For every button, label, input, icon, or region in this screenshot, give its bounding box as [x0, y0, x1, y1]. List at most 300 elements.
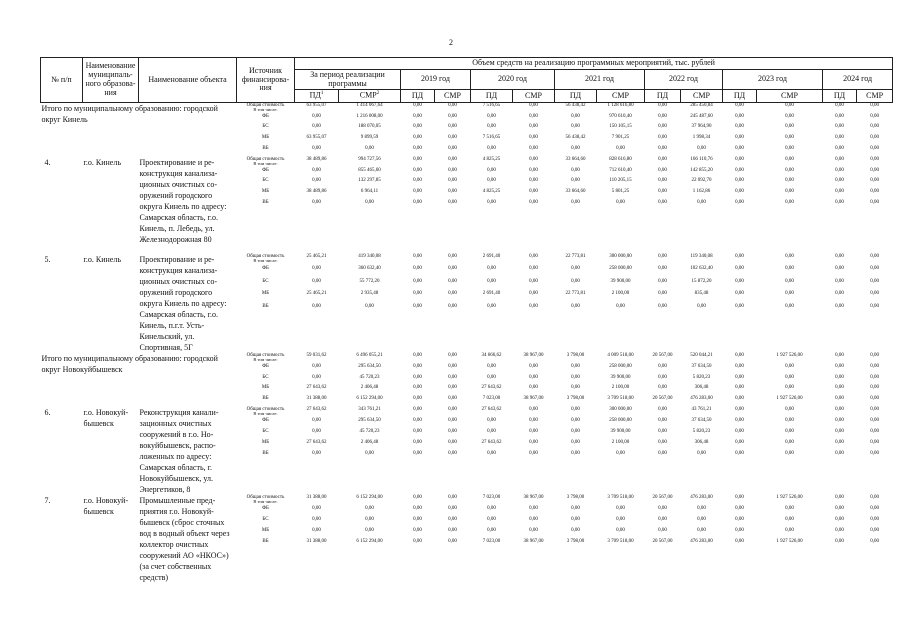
empty-cell	[681, 328, 723, 340]
value-cell: 0,00	[529, 266, 538, 272]
value-cell: 0,00	[312, 200, 321, 206]
empty-cell	[645, 561, 681, 572]
funding-source	[237, 375, 295, 386]
value-cell: 6 496 055,21	[356, 353, 383, 358]
value-cell: 0,00	[487, 374, 496, 380]
value-cell: 0,00	[529, 363, 538, 369]
value-cell: 0,00	[658, 450, 667, 456]
table-row	[41, 102, 893, 113]
value-cell: 1 927 526,00	[776, 538, 803, 544]
value-cell: 0,00	[487, 167, 496, 173]
value-cell: 6 964,11	[360, 189, 379, 195]
value-cell: 295 634,50	[358, 417, 381, 423]
funding-source	[237, 517, 295, 528]
empty-cell	[597, 473, 645, 484]
empty-cell	[513, 222, 555, 233]
funding-source	[237, 495, 295, 506]
empty-cell	[237, 484, 295, 495]
empty-cell	[597, 328, 645, 340]
value-cell: 0,00	[312, 113, 321, 119]
value-cell: 970 610,40	[609, 113, 632, 119]
funding-source	[237, 279, 295, 291]
value-cell: 0,00	[785, 200, 794, 206]
funding-source	[237, 254, 295, 266]
value-cell: 0,00	[365, 505, 374, 511]
value-cell: 0,00	[785, 527, 794, 533]
value-cell: 0,00	[870, 428, 879, 434]
value-cell: 0,00	[697, 516, 706, 522]
header-year-2022: 2022 год	[645, 69, 723, 90]
header-no: № п/п	[41, 58, 83, 103]
empty-cell	[723, 462, 757, 473]
value-cell: 0,00	[870, 113, 879, 119]
value-cell: 0,00	[616, 527, 625, 533]
value-cell: 0,00	[413, 450, 422, 456]
value-cell: 0,00	[571, 303, 580, 309]
value-cell: 0,00	[487, 527, 496, 533]
value-cell: 0,00	[413, 363, 422, 369]
value-cell: 22 092,70	[691, 178, 712, 184]
table-row	[41, 353, 893, 364]
header-smr: СМР	[513, 90, 555, 102]
value-cell: 0,00	[658, 189, 667, 195]
value-cell: 0,00	[658, 385, 667, 391]
value-cell: 0,00	[835, 303, 844, 309]
value-cell: 0,00	[312, 450, 321, 456]
value-cell: 0,00	[835, 124, 844, 130]
empty-cell	[645, 328, 681, 340]
value-cell: 1 162,86	[692, 189, 711, 195]
funding-source-label: ВБ	[262, 200, 269, 206]
value-cell: 0,00	[835, 516, 844, 522]
funding-source-label: МБ	[261, 385, 270, 391]
value-cell: 39 900,00	[610, 428, 631, 434]
header-year-2024: 2024 год	[823, 69, 893, 90]
empty-cell	[339, 316, 401, 328]
empty-cell	[681, 484, 723, 495]
value-cell: 0,00	[448, 538, 457, 544]
value-cell: 0,00	[448, 527, 457, 533]
value-cell: 0,00	[529, 291, 538, 297]
value-cell: 2 100,00	[611, 439, 630, 445]
empty-cell	[681, 572, 723, 583]
empty-cell	[597, 561, 645, 572]
value-cell: 0,00	[413, 167, 422, 173]
funding-source-label: Общая стоимость	[246, 156, 285, 162]
empty-cell	[757, 232, 823, 243]
value-cell: 476 283,00	[690, 538, 713, 544]
value-cell: 0,00	[735, 156, 744, 162]
value-cell: 0,00	[835, 417, 844, 423]
empty-cell	[471, 232, 513, 243]
value-cell: 2 100,00	[611, 291, 630, 297]
value-cell: 0,00	[697, 146, 706, 152]
empty-cell	[555, 462, 597, 473]
value-cell: 5 820,23	[692, 374, 711, 380]
header-year-2020: 2020 год	[471, 69, 555, 90]
value-cell: 0,00	[487, 146, 496, 152]
empty-cell	[723, 316, 757, 328]
value-cell: 3 709 518,00	[607, 538, 634, 544]
value-cell: 0,00	[785, 516, 794, 522]
item-municipality: г.о. Кинель	[83, 255, 121, 264]
value-cell: 7 901,25	[611, 135, 630, 141]
funding-source-label: Общая стоимость	[246, 254, 285, 259]
value-cell: 0,00	[658, 266, 667, 272]
empty-cell	[823, 211, 857, 222]
empty-cell	[645, 572, 681, 583]
empty-cell	[237, 572, 295, 583]
value-cell: 1 927 526,00	[776, 353, 803, 358]
item-municipality: г.о. Новокуйбышевск	[83, 407, 129, 428]
value-cell: 3 798,00	[566, 538, 585, 544]
value-cell: 0,00	[571, 505, 580, 511]
item-object: Проектирование и реконструкция канализационных очистных сооружений городского округа Кинель по адресу: Самарская область, г.о. Кинель, п.г.т. Усть-Кинельский, ул. Спортивная, 5Г	[139, 255, 227, 352]
value-cell: 0,00	[365, 303, 374, 309]
empty-cell	[513, 462, 555, 473]
value-cell: 0,00	[413, 135, 422, 141]
empty-cell	[757, 561, 823, 572]
value-cell: 0,00	[413, 428, 422, 434]
empty-cell	[339, 550, 401, 561]
value-cell: 0,00	[835, 178, 844, 184]
value-cell: 0,00	[571, 200, 580, 206]
empty-cell	[339, 243, 401, 254]
empty-cell	[435, 222, 471, 233]
empty-cell	[339, 328, 401, 340]
value-cell: 0,00	[658, 156, 667, 162]
value-cell: 0,00	[785, 156, 794, 162]
value-cell: 39 900,00	[610, 374, 631, 380]
funding-source-label: МБ	[261, 291, 270, 297]
value-cell: 0,00	[487, 428, 496, 434]
value-cell: 0,00	[785, 146, 794, 152]
value-cell: 3 709 518,00	[607, 396, 634, 402]
value-cell: 9 899,59	[360, 135, 379, 141]
value-cell: 0,00	[448, 428, 457, 434]
empty-cell	[823, 462, 857, 473]
empty-cell	[295, 561, 339, 572]
funding-source	[237, 429, 295, 440]
value-cell: 0,00	[529, 146, 538, 152]
empty-cell	[723, 222, 757, 233]
value-cell: 56 438,42	[565, 102, 586, 108]
value-cell: 0,00	[835, 428, 844, 434]
value-cell: 3 798,00	[566, 396, 585, 402]
empty-cell	[513, 550, 555, 561]
value-cell: 0,00	[365, 527, 374, 533]
empty-cell	[723, 561, 757, 572]
funding-source	[237, 124, 295, 135]
empty-cell	[471, 243, 513, 254]
value-cell: 34 666,62	[481, 353, 502, 358]
value-cell: 0,00	[785, 417, 794, 423]
value-cell: 37 634,50	[691, 363, 712, 369]
header-pd: ПД	[723, 90, 757, 102]
value-cell: 0,00	[735, 494, 744, 500]
value-cell: 0,00	[735, 505, 744, 511]
funding-source-sublabel: В том числе:	[253, 357, 278, 362]
empty-cell	[555, 211, 597, 222]
empty-cell	[723, 341, 757, 353]
empty-cell	[681, 243, 723, 254]
value-cell: 0,00	[529, 385, 538, 391]
value-cell: 20 567,00	[652, 538, 673, 544]
value-cell: 0,00	[413, 189, 422, 195]
empty-cell	[823, 328, 857, 340]
empty-cell	[401, 222, 435, 233]
value-cell: 27 643,62	[481, 385, 502, 391]
value-cell: 828 616,80	[609, 156, 632, 162]
value-cell: 0,00	[413, 102, 422, 108]
value-cell: 0,00	[785, 385, 794, 391]
item-municipality: г.о. Новокуйбышевск	[83, 495, 129, 516]
empty-cell	[597, 484, 645, 495]
value-cell: 63 955,07	[306, 135, 327, 141]
value-cell: 0,00	[312, 417, 321, 423]
value-cell: 0,00	[312, 505, 321, 511]
value-cell: 0,00	[785, 374, 794, 380]
value-cell: 0,00	[835, 291, 844, 297]
value-cell: 0,00	[413, 374, 422, 380]
value-cell: 20 567,00	[652, 396, 673, 402]
value-cell: 994 727,56	[358, 156, 381, 162]
table-header	[41, 58, 893, 103]
empty-cell	[339, 561, 401, 572]
empty-cell	[339, 222, 401, 233]
value-cell: 0,00	[870, 363, 879, 369]
empty-cell	[237, 462, 295, 473]
funding-source	[237, 528, 295, 539]
value-cell: 0,00	[448, 200, 457, 206]
value-cell: 45 720,23	[359, 428, 380, 434]
value-cell: 0,00	[312, 178, 321, 184]
value-cell: 0,00	[312, 527, 321, 533]
item-number: 7.	[44, 495, 51, 505]
value-cell: 110 205,15	[609, 178, 632, 184]
value-cell: 0,00	[571, 385, 580, 391]
value-cell: 245 487,60	[690, 113, 713, 119]
empty-cell	[295, 328, 339, 340]
empty-cell	[597, 462, 645, 473]
value-cell: 31 388,00	[306, 396, 327, 402]
value-cell: 0,00	[735, 396, 744, 402]
empty-cell	[645, 316, 681, 328]
value-cell: 0,00	[413, 200, 422, 206]
item-number: 4.	[44, 157, 51, 167]
funding-source	[237, 102, 295, 113]
value-cell: 0,00	[870, 505, 879, 511]
value-cell: 37 634,50	[691, 417, 712, 423]
value-cell: 5 820,23	[692, 428, 711, 434]
value-cell: 0,00	[529, 178, 538, 184]
item-object: Проектирование и реконструкция канализационных очистных сооружений городского округа Кинель по адресу: Самарская область, г.о. Кинель, п. Лебедь, ул. Железнодорожная 80	[139, 157, 227, 244]
empty-cell	[555, 232, 597, 243]
funding-source-label: ФБ	[262, 167, 269, 173]
empty-cell	[471, 341, 513, 353]
value-cell: 4 825,25	[482, 189, 501, 195]
value-cell: 0,00	[785, 167, 794, 173]
value-cell: 0,00	[735, 291, 744, 297]
value-cell: 0,00	[312, 278, 321, 284]
value-cell: 0,00	[658, 303, 667, 309]
value-cell: 33 664,60	[565, 156, 586, 162]
empty-cell	[681, 232, 723, 243]
value-cell: 0,00	[571, 178, 580, 184]
empty-cell	[857, 328, 893, 340]
value-cell: 0,00	[870, 516, 879, 522]
empty-cell	[295, 473, 339, 484]
value-cell: 0,00	[616, 505, 625, 511]
empty-cell	[237, 341, 295, 353]
value-cell: 0,00	[413, 178, 422, 184]
item-object: Промышленные предприятия г.о. Новокуйбышевск (сброс сточных вод в водный объект через коллектор очистных сооружений АО «НКОС») (за счет собственных средств)	[139, 495, 230, 582]
value-cell: 0,00	[658, 291, 667, 297]
value-cell: 0,00	[571, 406, 580, 412]
table-body	[41, 102, 893, 583]
empty-cell	[723, 232, 757, 243]
value-cell: 43 761,21	[691, 406, 712, 412]
total-label: Итого по муниципальному образованию: городской округ Кинель	[41, 103, 218, 124]
funding-source-label: БС	[262, 278, 269, 284]
value-cell: 2 100,00	[611, 385, 630, 391]
value-cell: 0,00	[870, 254, 879, 259]
empty-cell	[857, 462, 893, 473]
value-cell: 0,00	[835, 374, 844, 380]
empty-cell	[513, 243, 555, 254]
value-cell: 0,00	[697, 505, 706, 511]
value-cell: 0,00	[697, 450, 706, 456]
value-cell: 0,00	[365, 146, 374, 152]
page-number: 2	[449, 38, 453, 47]
value-cell: 0,00	[529, 254, 538, 259]
table-row	[41, 495, 893, 506]
empty-cell	[237, 473, 295, 484]
funding-source-label: БС	[262, 178, 269, 184]
empty-cell	[645, 462, 681, 473]
funding-source-sublabel: В том числе:	[253, 410, 278, 416]
value-cell: 0,00	[413, 417, 422, 423]
empty-cell	[645, 550, 681, 561]
value-cell: 0,00	[835, 527, 844, 533]
empty-cell	[681, 550, 723, 561]
value-cell: 0,00	[571, 363, 580, 369]
empty-cell	[757, 550, 823, 561]
value-cell: 0,00	[529, 102, 538, 108]
empty-cell	[723, 473, 757, 484]
value-cell: 0,00	[835, 538, 844, 544]
value-cell: 0,00	[785, 124, 794, 130]
funding-source	[237, 266, 295, 278]
value-cell: 0,00	[365, 516, 374, 522]
value-cell: 0,00	[658, 428, 667, 434]
value-cell: 0,00	[785, 406, 794, 412]
funding-source-label: ВБ	[262, 538, 269, 544]
funding-source	[237, 396, 295, 407]
empty-cell	[339, 341, 401, 353]
funding-source-label: БС	[262, 428, 269, 434]
funding-source	[237, 189, 295, 200]
value-cell: 0,00	[448, 406, 457, 412]
funding-source	[237, 418, 295, 429]
funding-source-label: Общая стоимость	[246, 353, 285, 358]
funding-source-label: Общая стоимость	[246, 494, 285, 500]
empty-cell	[757, 316, 823, 328]
value-cell: 0,00	[658, 167, 667, 173]
empty-cell	[435, 550, 471, 561]
value-cell: 0,00	[413, 494, 422, 500]
value-cell: 0,00	[735, 135, 744, 141]
value-cell: 0,00	[365, 450, 374, 456]
value-cell: 0,00	[529, 113, 538, 119]
value-cell: 0,00	[448, 156, 457, 162]
value-cell: 0,00	[448, 146, 457, 152]
empty-cell	[295, 484, 339, 495]
value-cell: 38 489,86	[306, 156, 327, 162]
empty-cell	[723, 572, 757, 583]
empty-cell	[597, 341, 645, 353]
value-cell: 0,00	[785, 254, 794, 259]
empty-cell	[857, 341, 893, 353]
value-cell: 0,00	[448, 450, 457, 456]
empty-cell	[435, 561, 471, 572]
value-cell: 0,00	[487, 178, 496, 184]
value-cell: 0,00	[735, 189, 744, 195]
empty-cell	[401, 243, 435, 254]
value-cell: 300 000,00	[609, 254, 632, 259]
funding-source-label: ФБ	[262, 363, 269, 369]
value-cell: 360 632,40	[358, 266, 381, 272]
value-cell: 0,00	[835, 266, 844, 272]
value-cell: 0,00	[658, 417, 667, 423]
value-cell: 0,00	[785, 113, 794, 119]
value-cell: 0,00	[785, 278, 794, 284]
value-cell: 0,00	[785, 291, 794, 297]
value-cell: 0,00	[870, 527, 879, 533]
table-row	[41, 157, 893, 168]
value-cell: 0,00	[835, 396, 844, 402]
value-cell: 258 000,00	[609, 266, 632, 272]
value-cell: 0,00	[785, 303, 794, 309]
empty-cell	[857, 316, 893, 328]
value-cell: 0,00	[529, 167, 538, 173]
value-cell: 0,00	[487, 266, 496, 272]
funding-source-label: ВБ	[262, 396, 269, 402]
empty-cell	[857, 473, 893, 484]
value-cell: 0,00	[529, 135, 538, 141]
value-cell: 0,00	[616, 516, 625, 522]
empty-cell	[237, 243, 295, 254]
empty-cell	[597, 232, 645, 243]
value-cell: 476 283,00	[690, 494, 713, 500]
value-cell: 27 643,62	[306, 385, 327, 391]
value-cell: 0,00	[571, 527, 580, 533]
value-cell: 0,00	[413, 538, 422, 544]
value-cell: 38 967,00	[523, 538, 544, 544]
value-cell: 285 450,84	[690, 102, 713, 108]
value-cell: 2 691,40	[482, 291, 501, 297]
funding-source-label: ВБ	[262, 450, 269, 456]
value-cell: 0,00	[735, 406, 744, 412]
value-cell: 0,00	[312, 374, 321, 380]
empty-cell	[681, 222, 723, 233]
value-cell: 0,00	[448, 439, 457, 445]
value-cell: 0,00	[735, 439, 744, 445]
empty-cell	[823, 550, 857, 561]
value-cell: 0,00	[448, 385, 457, 391]
value-cell: 0,00	[870, 266, 879, 272]
empty-cell	[597, 243, 645, 254]
